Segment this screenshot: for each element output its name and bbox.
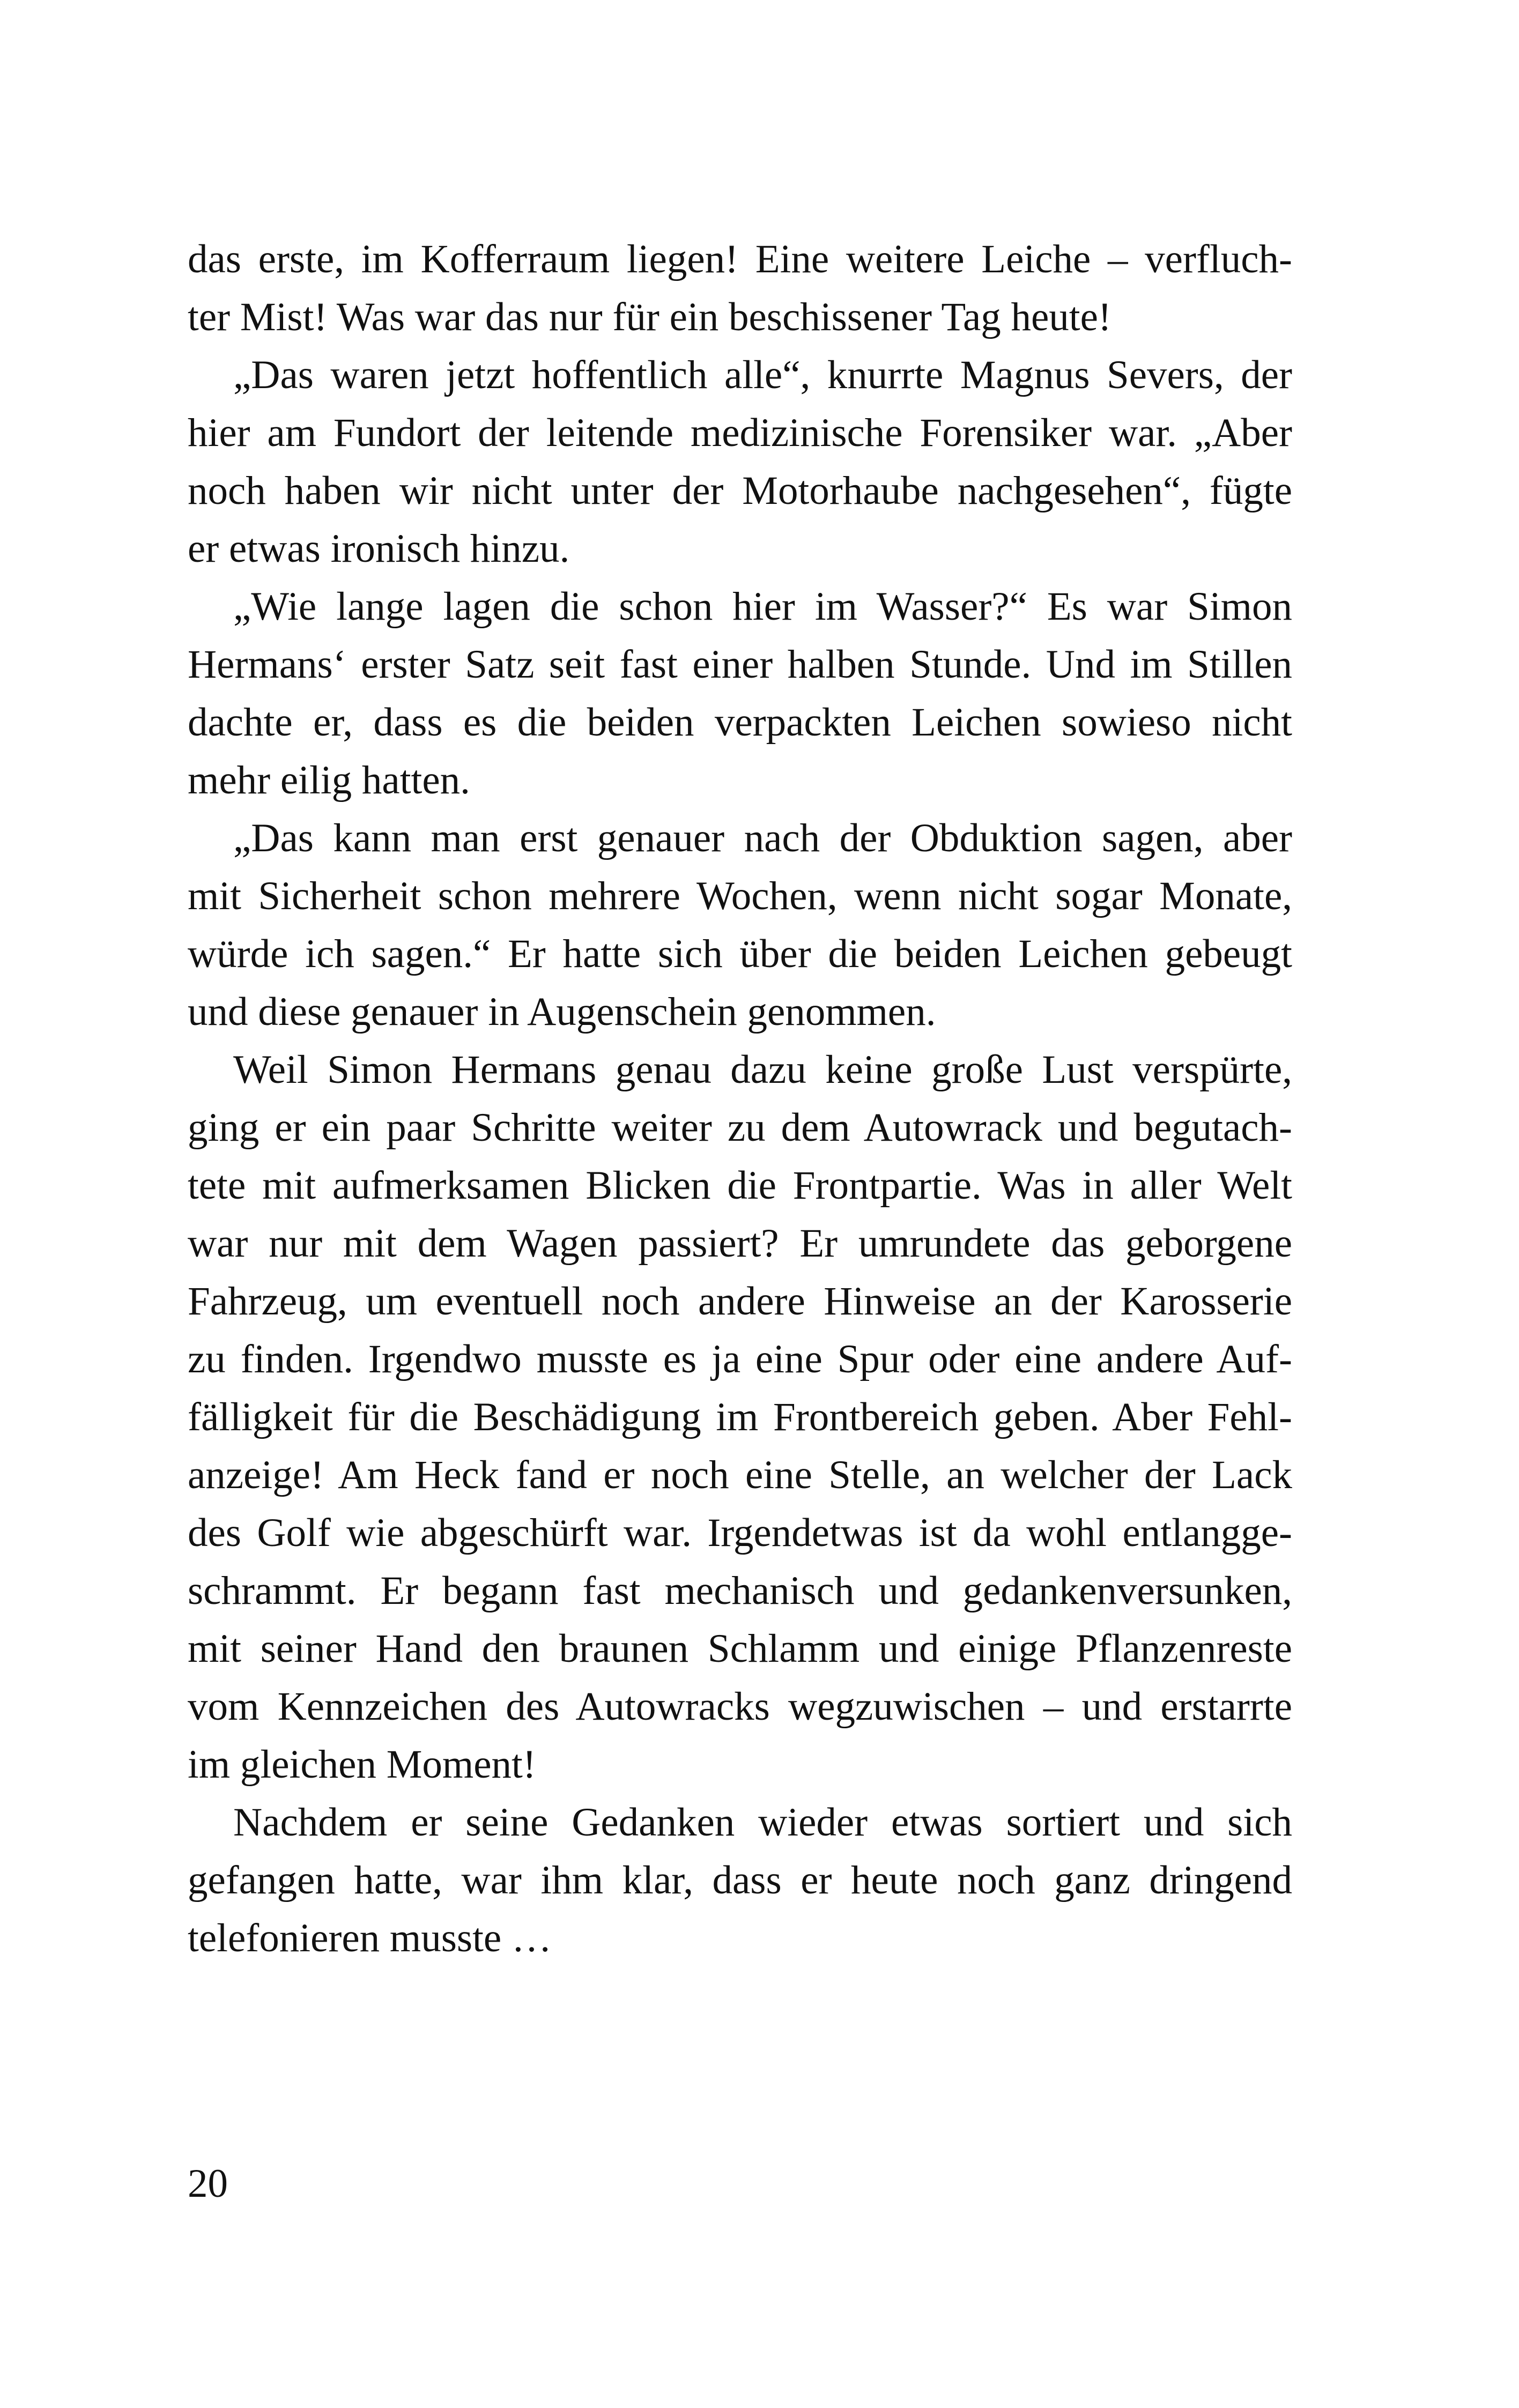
- paragraph: [188, 1041, 1292, 1794]
- paragraph: [188, 346, 1292, 578]
- text-line: hier am Fundort der leitende medizinische Forensiker war. „Aber: [188, 411, 1292, 455]
- paragraph: [188, 809, 1292, 1041]
- text-line: Hermans‘ erster Satz seit fast einer halben Stunde. Und im Stillen: [188, 642, 1292, 687]
- text-line: des Golf wie abgeschürft war. Irgendetwas ist da wohl entlangge-: [188, 1511, 1292, 1555]
- text-line: gefangen hatte, war ihm klar, dass er heute noch ganz dringend: [188, 1858, 1292, 1902]
- text-line: Fahrzeug, um eventuell noch andere Hinweise an der Karosserie: [188, 1279, 1292, 1324]
- text-line: telefonieren musste …: [188, 1916, 552, 1960]
- text-line: und diese genauer in Augenschein genommen.: [188, 990, 936, 1034]
- text-line: mit seiner Hand den braunen Schlamm und einige Pflanzenreste: [188, 1626, 1292, 1671]
- text-line: vom Kennzeichen des Autowracks wegzuwischen – und erstarrte: [188, 1684, 1292, 1729]
- text-line: tete mit aufmerksamen Blicken die Frontpartie. Was in aller Welt: [188, 1163, 1292, 1208]
- text-line: anzeige! Am Heck fand er noch eine Stelle, an welcher der Lack: [188, 1453, 1292, 1497]
- paragraph: [188, 1794, 1292, 1967]
- text-line: zu finden. Irgendwo musste es ja eine Spur oder eine andere Auf-: [188, 1337, 1292, 1381]
- text-line: im gleichen Moment!: [188, 1742, 536, 1787]
- text-line: „Das kann man erst genauer nach der Obduktion sagen, aber: [233, 816, 1292, 860]
- text-line: würde ich sagen.“ Er hatte sich über die beiden Leichen gebeugt: [188, 932, 1292, 976]
- text-line: fälligkeit für die Beschädigung im Frontbereich geben. Aber Fehl-: [188, 1395, 1292, 1439]
- paragraph: [188, 578, 1292, 809]
- text-line: mit Sicherheit schon mehrere Wochen, wenn nicht sogar Monate,: [188, 874, 1292, 918]
- text-line: Weil Simon Hermans genau dazu keine große Lust verspürte,: [233, 1047, 1292, 1092]
- paragraph: [188, 231, 1292, 346]
- body-text: [188, 231, 1292, 1967]
- page-number: 20: [188, 2161, 228, 2206]
- text-line: das erste, im Kofferraum liegen! Eine weitere Leiche – verfluch-: [188, 237, 1292, 281]
- text-line: dachte er, dass es die beiden verpackten Leichen sowieso nicht: [188, 700, 1292, 745]
- text-line: ter Mist! Was war das nur für ein beschissener Tag heute!: [188, 295, 1112, 339]
- text-line: ging er ein paar Schritte weiter zu dem Autowrack und begutach-: [188, 1105, 1292, 1150]
- text-line: er etwas ironisch hinzu.: [188, 526, 570, 571]
- text-line: war nur mit dem Wagen passiert? Er umrundete das geborgene: [188, 1221, 1292, 1266]
- text-line: „Wie lange lagen die schon hier im Wasser?“ Es war Simon: [233, 584, 1292, 629]
- text-line: mehr eilig hatten.: [188, 758, 470, 802]
- text-line: „Das waren jetzt hoffentlich alle“, knurrte Magnus Severs, der: [233, 353, 1292, 397]
- text-line: noch haben wir nicht unter der Motorhaube nachgesehen“, fügte: [188, 469, 1292, 513]
- text-line: Nachdem er seine Gedanken wieder etwas sortiert und sich: [233, 1800, 1292, 1845]
- text-line: schrammt. Er begann fast mechanisch und gedankenversunken,: [188, 1569, 1292, 1613]
